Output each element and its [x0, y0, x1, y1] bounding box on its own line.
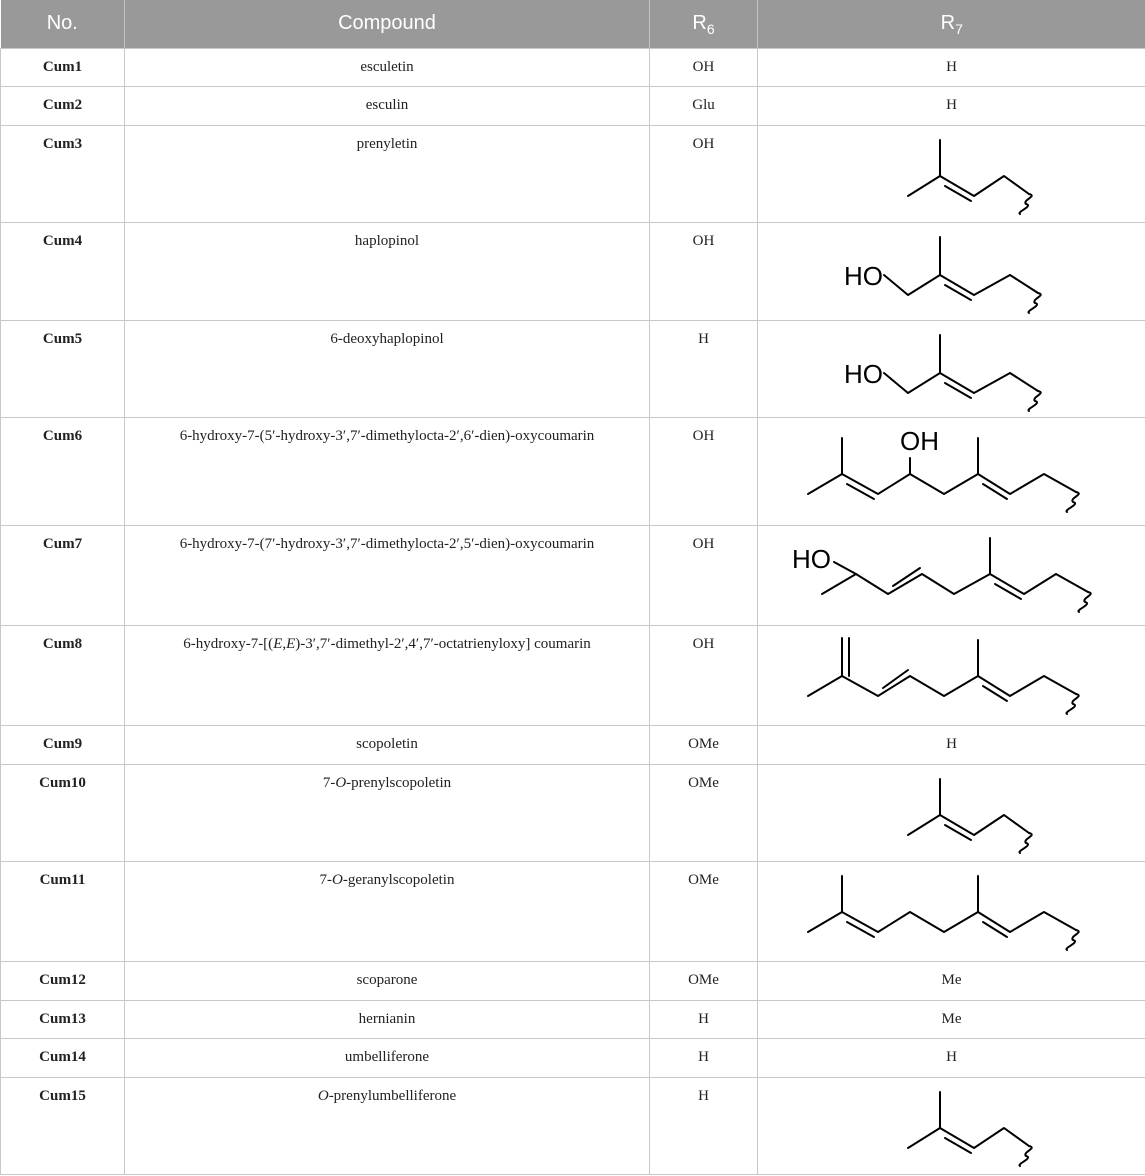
hydroxyl-label: HO [844, 358, 883, 389]
table-row [1, 764, 1145, 861]
table-row [1, 961, 1145, 1000]
compound-name: 6-hydroxy-7-(5′-hydroxy-3′,7′-dimethylocta-2′,6′-dien)-oxycoumarin [125, 417, 650, 525]
hydroxyl-label: HO [792, 543, 831, 574]
r7-structure [758, 625, 1145, 725]
hydroxyprenyl-structure-icon [758, 321, 1145, 417]
compound-name-part: , [282, 635, 287, 652]
compound-name-part: 6-hydroxy-7-[( [183, 635, 274, 652]
compound-name: haplopinol [125, 222, 650, 320]
r7-value: H [758, 86, 1145, 125]
header-r7 [758, 0, 1145, 48]
stereo-descriptor: E [273, 635, 283, 652]
compound-name: esculin [125, 86, 650, 125]
r6-value: OH [650, 48, 758, 86]
table-row [1, 222, 1145, 320]
compound-name: 6-deoxyhaplopinol [125, 320, 650, 417]
compound-name: umbelliferone [125, 1038, 650, 1077]
compound-number: Cum8 [1, 625, 125, 725]
compound-name-part: -geranylscopoletin [342, 871, 455, 888]
hydroxy-dimethyloctadienyl-structure-icon [758, 418, 1145, 525]
r7-value: H [758, 48, 1145, 86]
compound-number: Cum2 [1, 86, 125, 125]
r6-value: H [650, 1000, 758, 1038]
header-row [1, 0, 1145, 48]
r7-structure [758, 861, 1145, 961]
compound-number: Cum7 [1, 525, 125, 625]
r6-value: H [650, 320, 758, 417]
table-row [1, 86, 1145, 125]
compound-number: Cum3 [1, 125, 125, 222]
table-row [1, 1077, 1145, 1174]
table-row [1, 725, 1145, 764]
compound-number: Cum6 [1, 417, 125, 525]
octatrienyl-structure-icon [758, 626, 1145, 725]
compound-name: hernianin [125, 1000, 650, 1038]
header-r6-sub: 6 [706, 21, 715, 38]
table-row [1, 525, 1145, 625]
table-row [1, 320, 1145, 417]
r6-value: OH [650, 222, 758, 320]
compound-name [125, 1077, 650, 1174]
compound-name: esculetin [125, 48, 650, 86]
compound-name: 6-hydroxy-7-(7′-hydroxy-3′,7′-dimethylocta-2′,5′-dien)-oxycoumarin [125, 525, 650, 625]
compound-number: Cum4 [1, 222, 125, 320]
table-row [1, 625, 1145, 725]
hydroxyl-label: HO [844, 260, 883, 291]
r7-value: Me [758, 1000, 1145, 1038]
r7-structure [758, 222, 1145, 320]
compound-name-part: 7- [319, 871, 332, 888]
compound-number: Cum1 [1, 48, 125, 86]
header-r6 [650, 0, 758, 48]
table-row [1, 48, 1145, 86]
compound-number: Cum13 [1, 1000, 125, 1038]
compound-number: Cum12 [1, 961, 125, 1000]
prenyl-structure-icon [758, 765, 1145, 861]
r7-structure [758, 1077, 1145, 1174]
hydroxyl-label: OH [900, 425, 939, 456]
compound-number: Cum11 [1, 861, 125, 961]
compound-number: Cum9 [1, 725, 125, 764]
compound-name: scoparone [125, 961, 650, 1000]
compound-name-part: )-3′,7′-dimethyl-2′,4′,7′-octatrienyloxy] coumarin [295, 635, 591, 652]
r6-value: H [650, 1038, 758, 1077]
r7-value: H [758, 725, 1145, 764]
table-row [1, 1000, 1145, 1038]
r7-value: Me [758, 961, 1145, 1000]
compound-number: Cum15 [1, 1077, 125, 1174]
r6-value: OH [650, 525, 758, 625]
compound-number: Cum14 [1, 1038, 125, 1077]
r7-structure [758, 525, 1145, 625]
hydroxy-dimethyloctadienyl-structure-icon [758, 526, 1145, 625]
geranyl-structure-icon [758, 862, 1145, 961]
compound-number: Cum5 [1, 320, 125, 417]
header-compound: Compound [125, 0, 650, 48]
compound-name-italic: O [335, 774, 347, 791]
r6-value: OMe [650, 861, 758, 961]
r7-structure [758, 320, 1145, 417]
compound-name [125, 861, 650, 961]
prenyl-structure-icon [758, 126, 1145, 222]
table-row [1, 861, 1145, 961]
r7-structure [758, 125, 1145, 222]
r6-value: OMe [650, 961, 758, 1000]
r7-structure [758, 764, 1145, 861]
r6-value: OH [650, 125, 758, 222]
r6-value: OMe [650, 764, 758, 861]
header-r6-base: R [692, 12, 707, 35]
stereo-descriptor: E [286, 635, 296, 652]
compound-name-italic: O [332, 871, 343, 888]
compound-name-part: -prenylumbelliferone [328, 1087, 457, 1104]
compound-name: scopoletin [125, 725, 650, 764]
compound-name [125, 625, 650, 725]
prenyl-structure-icon [758, 1078, 1145, 1174]
header-r7-base: R [940, 12, 956, 35]
compound-name: prenyletin [125, 125, 650, 222]
table-row [1, 125, 1145, 222]
r6-value: OMe [650, 725, 758, 764]
table-row [1, 1038, 1145, 1077]
compound-name-italic: O [317, 1087, 329, 1104]
compound-name-part: -prenylscopoletin [346, 774, 452, 791]
header-r7-sub: 7 [955, 21, 963, 38]
header-no: No. [46, 12, 78, 35]
compound-number: Cum10 [1, 764, 125, 861]
compound-name [125, 764, 650, 861]
r6-value: OH [650, 417, 758, 525]
r7-structure [758, 417, 1145, 525]
r6-value: Glu [650, 86, 758, 125]
r7-value: H [758, 1038, 1145, 1077]
compound-name-part: 7- [322, 774, 336, 791]
table-row [1, 417, 1145, 525]
hydroxyprenyl-structure-icon [758, 223, 1145, 320]
r6-value: OH [650, 625, 758, 725]
r6-value: H [650, 1077, 758, 1174]
